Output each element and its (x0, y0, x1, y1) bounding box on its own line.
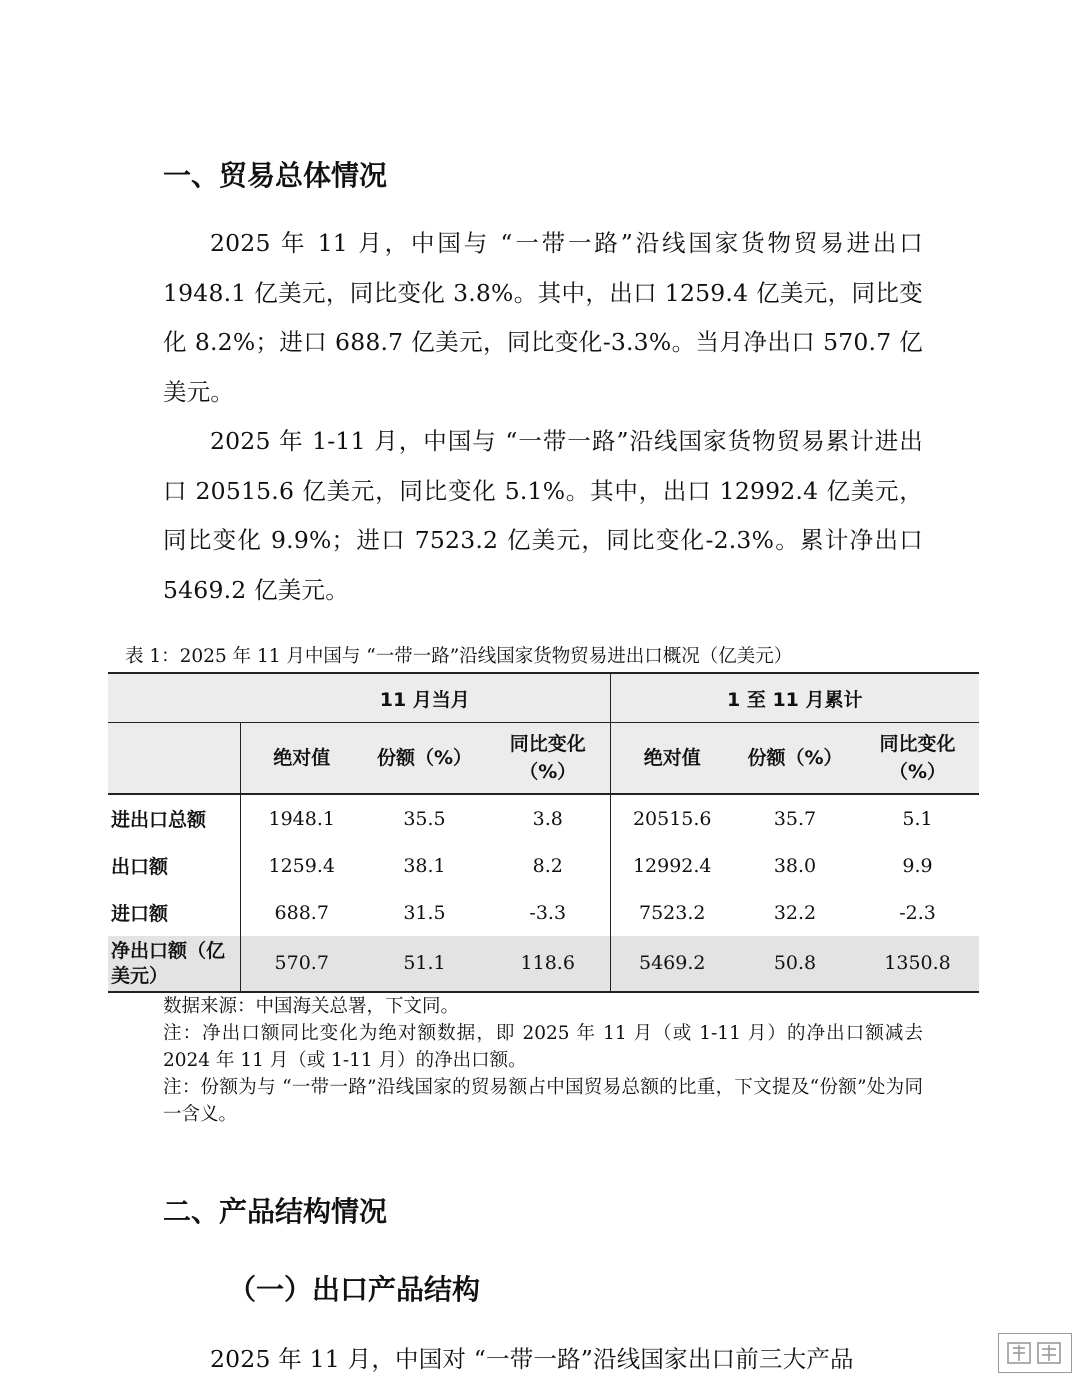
table-cell: -2.3 (899, 901, 936, 924)
table-cell: 5469.2 (610, 936, 734, 992)
table-cell: 38.1 (403, 854, 446, 877)
table-cell: 1259.4 (240, 842, 363, 889)
table-cell: 1350.8 (856, 936, 979, 992)
table-cell: 7523.2 (610, 889, 734, 936)
table-cell: 51.1 (363, 936, 486, 992)
table-cell: 35.7 (734, 794, 856, 842)
section-1-title: 一、贸易总体情况 (163, 159, 388, 192)
table-notes (163, 993, 923, 1128)
table-cell: -3.3 (529, 901, 567, 924)
table-cell: 3.8 (486, 794, 610, 842)
section-2-title: 二、产品结构情况 (163, 1195, 388, 1228)
column-header: 份额（%） (363, 723, 486, 795)
export-structure-paragraph: 2025 年 11 月，中国对 “一带一路”沿线国家出口前三大产品 (210, 1345, 854, 1373)
table-cell: 20515.6 (610, 794, 734, 842)
table-cell: 31.5 (403, 901, 446, 924)
table-row (108, 936, 979, 992)
table-cell: 688.7 (240, 889, 363, 936)
monthly-summary-paragraph: 2025 年 11 月，中国与 “一带一路”沿线国家货物贸易进出口 1948.1 亿美元，同比变化 3.8%。其中，出口 1259.4 亿美元，同比变化 8.2%；进口 688.7 亿美元，同比变化-3.3%。当月净出口 570.7 亿美元。 (163, 229, 923, 406)
table-cell: 50.8 (734, 936, 856, 992)
data-source-note: 数据来源：中国海关总署，下文同。 (163, 996, 460, 1017)
table-cell: 9.9 (902, 854, 933, 877)
row-label: 进口额 (111, 903, 169, 925)
table-cell: 8.2 (532, 854, 563, 877)
column-header: 份额（%） (734, 723, 856, 795)
table-cell: 5.1 (856, 794, 979, 842)
group-header-cumulative: 1 至 11 月累计 (610, 673, 979, 723)
group-header-month: 11 月当月 (240, 673, 610, 723)
table-caption: 表 1：2025 年 11 月中国与 “一带一路”沿线国家货物贸易进出口概况（亿美元） (125, 646, 793, 667)
table-header-corner (108, 673, 240, 723)
net-export-note: 注：净出口额同比变化为绝对额数据，即 2025 年 11 月（或 1-11 月）的净出口额减去 2024 年 11 月（或 1-11 月）的净出口额。 (163, 1023, 923, 1071)
column-header: 绝对值 (610, 723, 734, 795)
share-definition-note: 注：份额为与 “一带一路”沿线国家的贸易额占中国贸易总额的比重，下文提及“份额”处为同一含义。 (163, 1077, 923, 1125)
table-cell: 118.6 (486, 936, 610, 992)
table-cell: 1948.1 (240, 794, 363, 842)
column-header: 同比变化（%） (856, 723, 979, 795)
column-header: 同比变化（%） (486, 723, 610, 795)
row-label: 出口额 (111, 856, 169, 878)
row-label: 进出口总额 (108, 794, 240, 842)
table-cell: 38.0 (773, 854, 817, 877)
watermark-stamp (998, 1333, 1072, 1373)
trade-overview-table (108, 672, 979, 993)
subsection-export-title: （一）出口产品结构 (228, 1273, 481, 1306)
row-label: 净出口额（亿美元） (108, 936, 240, 992)
table-row (108, 889, 979, 936)
column-header: 绝对值 (240, 723, 363, 795)
table-header-blank (108, 723, 240, 795)
table-cell: 32.2 (773, 901, 817, 924)
table-cell: 12992.4 (610, 842, 734, 889)
table-row (108, 794, 979, 842)
table-cell: 570.7 (240, 936, 363, 992)
cumulative-summary-paragraph: 2025 年 1-11 月，中国与 “一带一路”沿线国家货物贸易累计进出口 20515.6 亿美元，同比变化 5.1%。其中，出口 12992.4 亿美元，同比变化 9.9%；进口 7523.2 亿美元，同比变化-2.3%。累计净出口 5469.2 亿美元。 (163, 427, 923, 604)
table-row (108, 842, 979, 889)
table-cell: 35.5 (363, 794, 486, 842)
watermark-glyph-icon (1005, 1339, 1065, 1367)
